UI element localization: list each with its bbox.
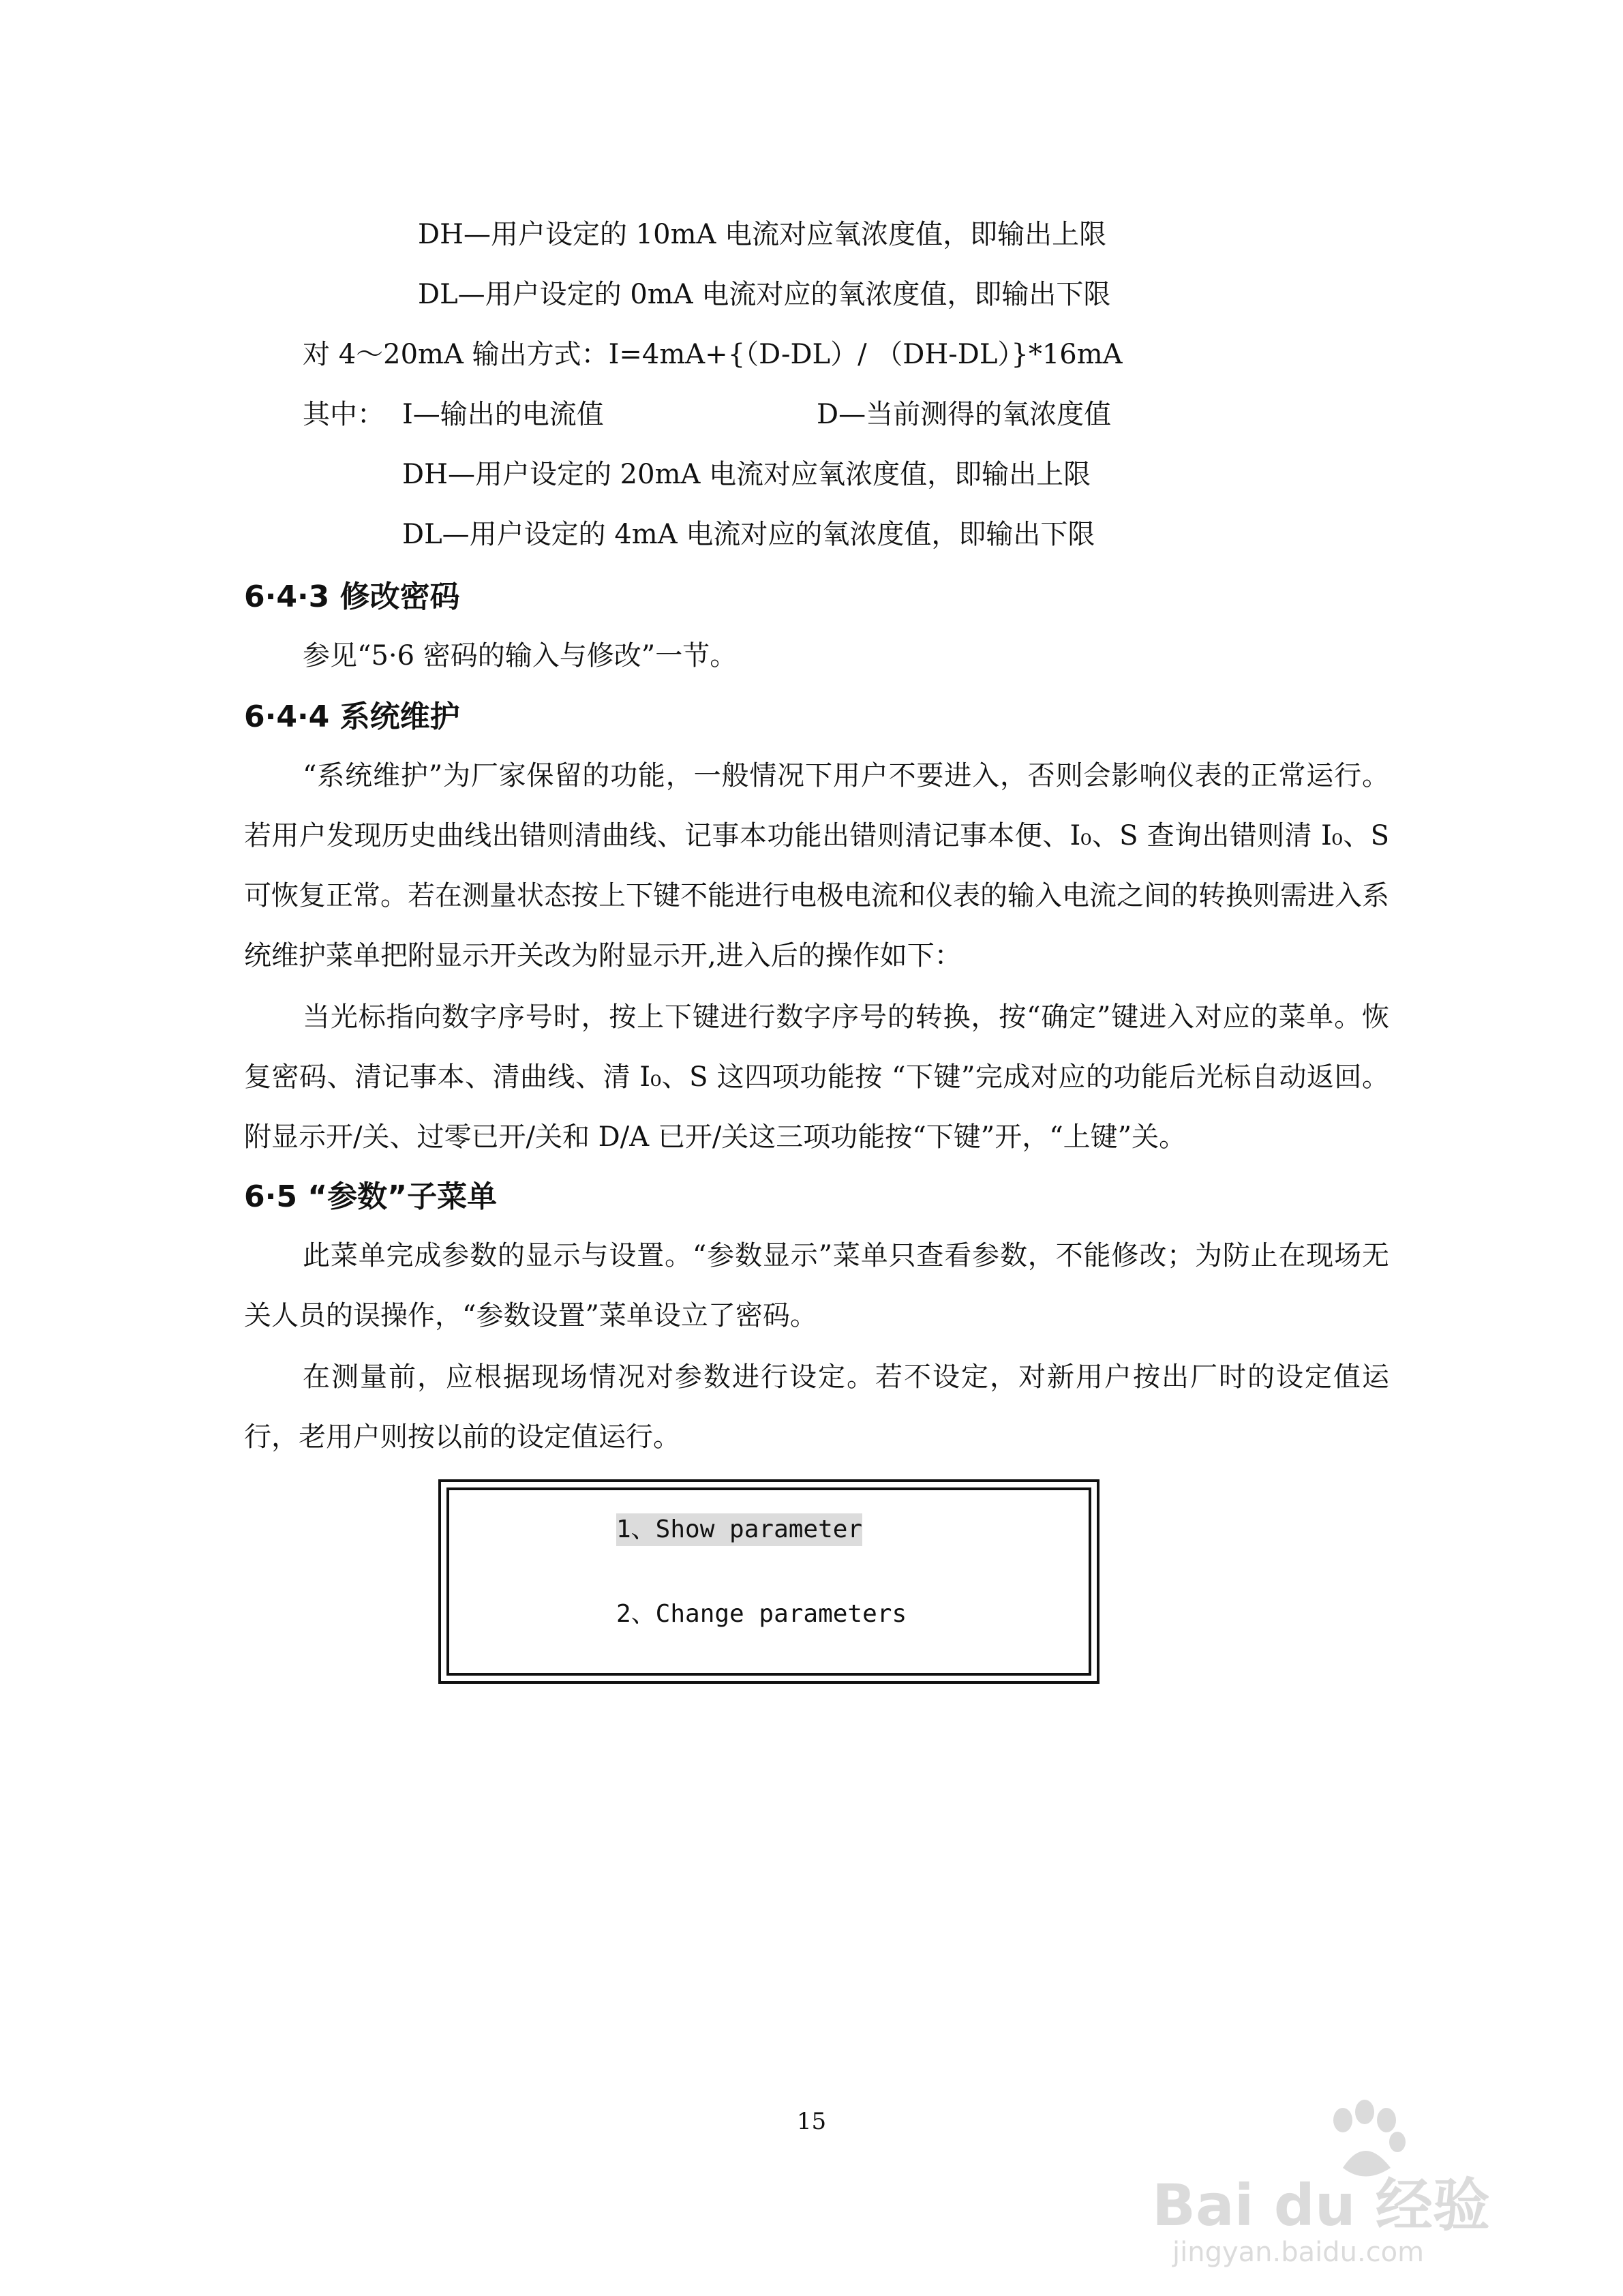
where-prefix: 其中： [303, 399, 384, 430]
where-d-line: D—当前测得的氧浓度值 [817, 399, 1112, 430]
section-643-heading: 6·4·3 修改密码 [244, 579, 460, 614]
section-643-body: 参见“5·6 密码的输入与修改”一节。 [303, 640, 738, 671]
dh-10ma-line: DH—用户设定的 10mA 电流对应氧浓度值，即输出上限 [418, 219, 1107, 250]
watermark-brand: Bai du 经验 [1152, 2172, 1490, 2239]
section-65-paragraph-1: 此菜单完成参数的显示与设置。“参数显示”菜单只查看参数，不能修改；为防止在现场无关人员的误操作，“参数设置”菜单设立了密码。 [244, 1240, 1389, 1331]
baidu-jingyan-watermark [1152, 2086, 1588, 2270]
menu-item-show-parameter[interactable]: 1、Show parameter [616, 1513, 862, 1546]
dl-0ma-line: DL—用户设定的 0mA 电流对应的氧浓度值，即输出下限 [418, 279, 1111, 310]
section-644-paragraph-2: 当光标指向数字序号时，按上下键进行数字序号的转换，按“确定”键进入对应的菜单。恢复密码、清记事本、清曲线、清 I₀、S 这四项功能按 “下键”完成对应的功能后光标自动返回。附显示开/关、过零已开/关和 D/A 已开/关这三项功能按“下键”开，“上键”关。 [244, 1001, 1389, 1153]
parameter-menu-inner-border [446, 1487, 1091, 1676]
watermark-url: jingyan.baidu.com [1172, 2237, 1425, 2268]
where-i-line: I—输出的电流值 [402, 399, 604, 430]
section-644-paragraph-1: “系统维护”为厂家保留的功能，一般情况下用户不要进入，否则会影响仪表的正常运行。若用户发现历史曲线出错则清曲线、记事本功能出错则清记事本便、I₀、S 查询出错则清 I₀、S 可恢复正常。若在测量状态按上下键不能进行电极电流和仪表的输入电流之间的转换则需进入系统维护菜单把附显示开关改为附显示开,进入后的操作如下： [244, 760, 1389, 971]
section-65-heading: 6·5 “参数”子菜单 [244, 1179, 498, 1214]
menu-item-change-parameters[interactable]: 2、Change parameters [616, 1600, 907, 1628]
section-65-paragraph-2: 在测量前，应根据现场情况对参数进行设定。若不设定，对新用户按出厂时的设定值运行，老用户则按以前的设定值运行。 [244, 1361, 1389, 1453]
section-644-heading: 6·4·4 系统维护 [244, 699, 460, 734]
paw-logo-icon [1322, 2100, 1411, 2181]
formula-4-20ma-line: 对 4～20mA 输出方式：I=4mA+{（D-DL）/ （DH-DL）}*16mA [303, 339, 1123, 370]
dh-20ma-line: DH—用户设定的 20mA 电流对应氧浓度值，即输出上限 [402, 459, 1091, 490]
parameter-menu-screen [438, 1479, 1099, 1684]
dl-4ma-line: DL—用户设定的 4mA 电流对应的氧浓度值，即输出下限 [402, 519, 1095, 550]
page-number: 15 [796, 2108, 827, 2135]
